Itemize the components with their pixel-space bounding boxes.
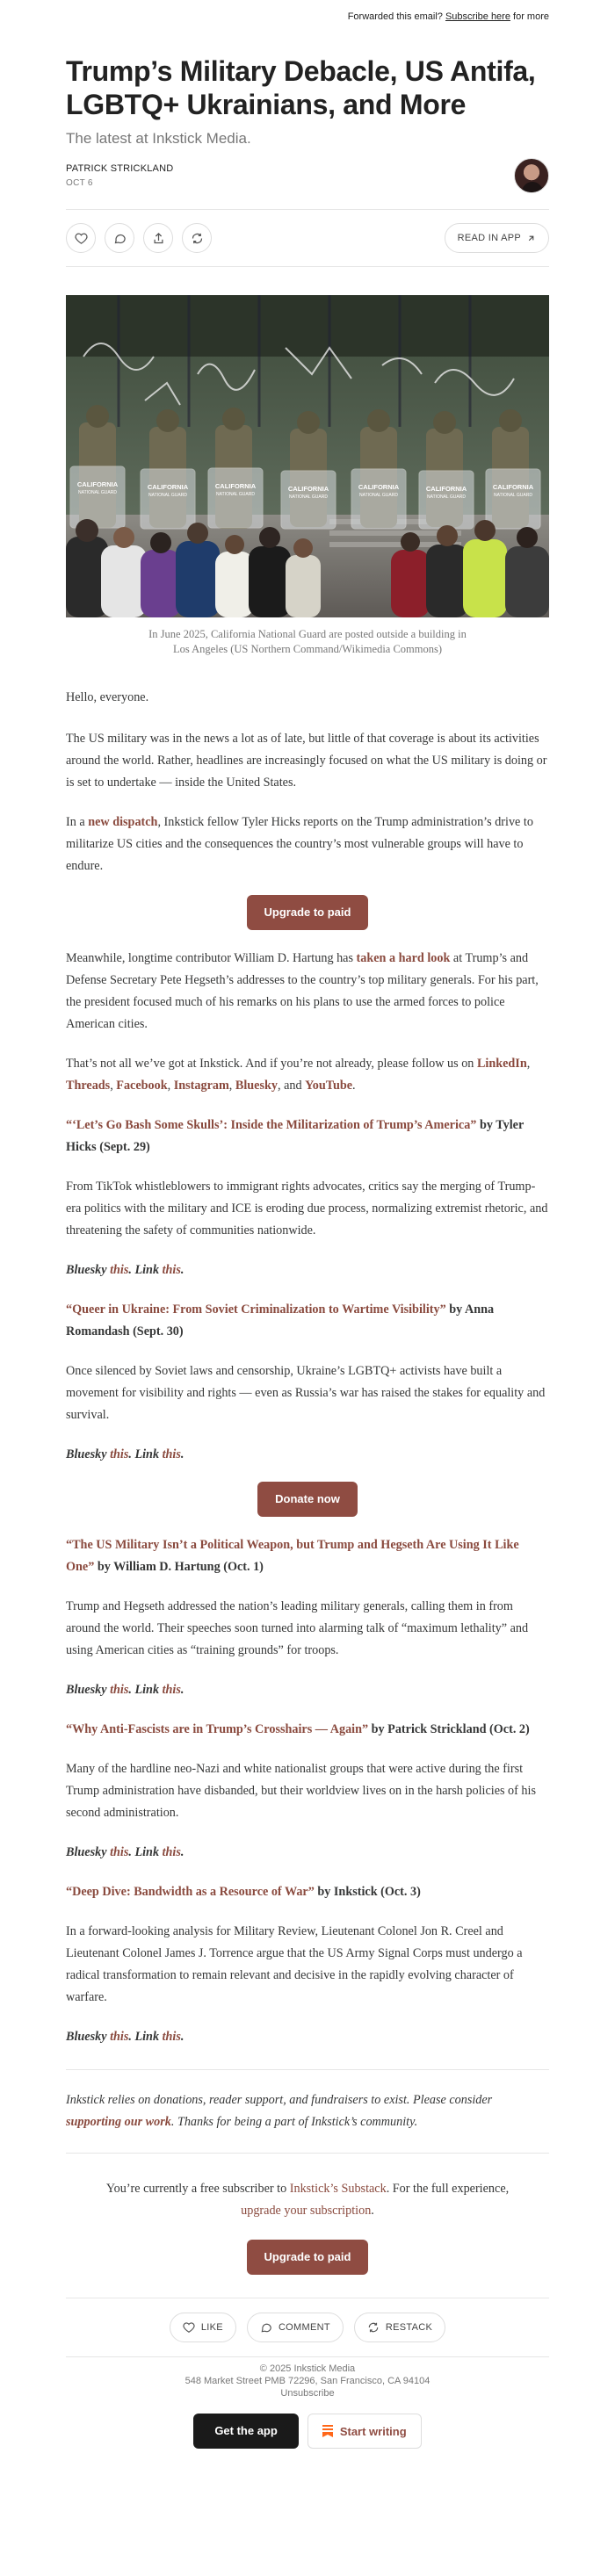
closing-text: Inkstick relies on donations, reader support, and fundraisers to exist. Please consider [66,2093,493,2107]
hero-shield-text: CALIFORNIA [76,480,119,488]
paragraph-text: and [284,1079,302,1093]
post-body [66,687,549,2449]
hero-shield-subtext: NATIONAL GUARD [216,492,255,497]
hero-shield-subtext: NATIONAL GUARD [427,494,466,500]
get-the-app-button[interactable] [193,2414,299,2449]
bluesky-label: Bluesky [66,1447,107,1461]
link-label: Link [134,1263,160,1277]
article-byline: by William D. Hartung (Oct. 1) [94,1560,264,1574]
article-title-link[interactable]: “The US Military Isn’t a Political Weapon, but Trump and Hegseth Are Using It Like One” [66,1538,519,1574]
post-actions-bar [66,209,549,267]
paragraph-text: Meanwhile, longtime contributor William D. Hartung has [66,951,357,965]
share-button[interactable] [143,223,173,253]
bluesky-label: Bluesky [66,1683,107,1697]
share-icon [152,232,165,245]
article-this-link[interactable]: this [162,2030,181,2044]
restack-icon [367,2321,380,2334]
subscriber-note [66,2178,549,2222]
bluesky-link[interactable]: Bluesky [235,1079,278,1093]
link-label: Link [134,1683,160,1697]
article-byline: by Patrick Strickland (Oct. 2) [368,1722,530,1736]
restack-button[interactable] [182,223,212,253]
byline [66,158,549,193]
bluesky-this-link[interactable]: this [110,1683,129,1697]
bluesky-this-link[interactable]: this [110,1263,129,1277]
article-heading [66,1299,549,1343]
link-label: Link [134,1845,160,1859]
link-label: Link [134,2030,160,2044]
subscribe-link[interactable]: Subscribe here [445,11,510,22]
youtube-link[interactable]: YouTube [305,1079,353,1093]
divider [66,2356,549,2357]
comment-label: COMMENT [278,2322,330,2333]
article-summary: From TikTok whistleblowers to immigrant rights advocates, critics say the merging of Trump-era politics with the military and ICE is eroding due process, normalizing extremist rhetoric, and threatening the safety of communities nationwide. [66,1180,548,1237]
address: 548 Market Street PMB 72296, San Francisco, CA 94104 [184,2376,430,2386]
article-links: Bluesky this. Link this. [66,1263,184,1277]
article-heading [66,1534,549,1578]
article-summary: Trump and Hegseth addressed the nation’s leading military generals, calling them in from around the world. Their speeches soon turned into alarming talk of “maximum lethality” and using American cities as “training grounds” for troops. [66,1599,529,1657]
footer-cta-row [66,2414,549,2449]
hard-look-link[interactable]: taken a hard look [356,951,451,965]
article-title-link[interactable]: “Queer in Ukraine: From Soviet Criminalization to Wartime Visibility” [66,1302,446,1317]
footer-info [66,2363,549,2399]
divider [66,2153,549,2154]
paragraph-text: That’s not all we’ve got at Inkstick. And if you’re not already, please follow us on [66,1057,477,1071]
comment-icon [113,232,127,245]
post-title[interactable]: Trump’s Military Debacle, US Antifa, LGBTQ+ Ukrainians, and More [66,55,536,120]
article-byline: by Anna Romandash (Sept. 30) [66,1302,495,1339]
start-writing-button[interactable] [308,2414,422,2449]
hero-illustration [66,295,549,617]
article-title-link[interactable]: “Why Anti-Fascists are in Trump’s Crosshairs — Again” [66,1722,369,1736]
divider [66,2069,549,2070]
paragraph-text: In a [66,815,89,829]
article-byline: by Tyler Hicks (Sept. 29) [66,1118,524,1154]
subscriber-text: You’re currently a free subscriber to [105,2182,290,2196]
restack-label: RESTACK [385,2322,433,2333]
paragraph [66,948,549,1035]
supporting-our-work-link[interactable]: supporting our work [66,2115,171,2129]
hero-shield-text: CALIFORNIA [425,485,467,493]
donate-now-button[interactable]: Donate now [257,1482,358,1517]
article-summary: In a forward-looking analysis for Military Review, Lieutenant Colonel Jon R. Creel and Lieutenant Colonel James J. Torrence argue that the US Army Signal Corps must undergo a radical transformation to remain relevant and decisive in the rapidly evolving character of warfare. [66,1924,523,2004]
closing-text: . Thanks for being a part of Inkstick’s community. [170,2115,418,2129]
article-links: Bluesky this. Link this. [66,2030,184,2044]
paragraph [66,812,549,877]
comment-icon [260,2321,272,2334]
article-summary: Once silenced by Soviet laws and censorship, Ukraine’s LGBTQ+ activists have built a movement for visibility and rights — even as Russia’s war has raised the stakes for equality and survival. [66,1364,546,1422]
article-links: Bluesky this. Link this. [66,1845,184,1859]
post-date: OCT 6 [66,178,93,188]
paragraph-text: at Trump’s and Defense Secretary Pete Hegseth’s addresses to the country’s top military generals. For his part, the president focused much of his remarks on his plans to use the armed forces to police American cities. [66,951,539,1031]
bluesky-this-link[interactable]: this [110,2030,129,2044]
comment-button[interactable] [105,223,134,253]
hero-shield-text: CALIFORNIA [358,483,400,491]
article-links: Bluesky this. Link this. [66,1447,184,1461]
hero-image[interactable] [66,295,549,617]
substack-link[interactable]: Inkstick’s Substack [289,2182,387,2196]
instagram-link[interactable]: Instagram [173,1079,229,1093]
like-button[interactable] [66,223,96,253]
greeting: Hello, everyone. [66,690,149,704]
read-in-app-button[interactable] [445,223,549,253]
bluesky-this-link[interactable]: this [110,1845,129,1859]
get-the-app-label: Get the app [214,2424,278,2437]
hero-shield-text: CALIFORNIA [287,485,329,493]
upgrade-subscription-link[interactable]: upgrade your subscription [241,2204,372,2218]
article-this-link[interactable]: this [162,1447,181,1461]
post-subtitle: The latest at Inkstick Media. [66,130,251,147]
hero-shield-subtext: NATIONAL GUARD [148,493,187,498]
hero-shield-text: CALIFORNIA [492,483,534,491]
upgrade-to-paid-button[interactable]: Upgrade to paid [247,895,369,930]
bluesky-label: Bluesky [66,1845,107,1859]
article-title-link[interactable]: “Deep Dive: Bandwidth as a Resource of War” [66,1885,315,1899]
restack-icon [191,232,204,245]
article-summary: Many of the hardline neo-Nazi and white nationalist groups that were active during the first Trump administration have disbanded, but their worldview lives on in the harsh policies of his second administration. [66,1762,536,1820]
article-title-link[interactable]: “‘Let’s Go Bash Some Skulls’: Inside the Militarization of Trump’s America” [66,1118,477,1132]
bluesky-label: Bluesky [66,1263,107,1277]
footer-comment-button[interactable] [247,2313,344,2342]
hero-caption: In June 2025, California National Guard are posted outside a building in Los Angeles (US Northern Command/Wikimedia Commons) [148,628,467,655]
article-heading [66,1881,549,1903]
forwarded-bar [0,0,615,35]
author-name[interactable]: PATRICK STRICKLAND [66,163,174,174]
linkedin-link[interactable]: LinkedIn [476,1057,527,1071]
subscriber-text: . For the full experience, [386,2182,510,2196]
article-links: Bluesky this. Link this. [66,1683,184,1697]
hero-shield-text: CALIFORNIA [147,483,189,491]
upgrade-to-paid-button[interactable]: Upgrade to paid [247,2240,369,2275]
threads-link[interactable]: Threads [66,1079,111,1093]
paragraph-text: , Inkstick fellow Tyler Hicks reports on the Trump administration’s drive to militarize US cities and the consequences the country’s most vulnerable groups will have to endure. [66,815,533,873]
bluesky-label: Bluesky [66,2030,107,2044]
hero-shield-subtext: NATIONAL GUARD [289,494,328,500]
article-heading [66,1115,549,1158]
copyright: © 2025 Inkstick Media [259,2363,356,2374]
substack-logo-icon [322,2425,333,2437]
arrow-up-right-icon [526,234,536,243]
paragraph: That’s not all we’ve got at Inkstick. And if you’re not already, please follow us on LinkedIn, Threads, Facebook, Instagram, Bluesky, and YouTube. [66,1057,531,1093]
paragraph [66,728,549,794]
article-this-link[interactable]: this [162,1263,181,1277]
start-writing-label: Start writing [339,2424,407,2438]
like-label: LIKE [200,2322,223,2333]
avatar[interactable] [514,158,549,193]
bluesky-this-link[interactable]: this [110,1447,129,1461]
article-byline: by Inkstick (Oct. 3) [314,1885,421,1899]
forwarded-text: Forwarded this email? [347,11,443,22]
footer-restack-button[interactable] [354,2313,445,2342]
footer-like-button[interactable] [170,2313,236,2342]
article-this-link[interactable]: this [162,1683,181,1697]
unsubscribe-link[interactable]: Unsubscribe [280,2388,335,2399]
heart-icon [75,232,88,245]
facebook-link[interactable]: Facebook [116,1079,168,1093]
article-heading [66,1719,549,1741]
heart-icon [183,2321,195,2334]
hero-shield-text: CALIFORNIA [214,482,257,490]
hero-shield-subtext: NATIONAL GUARD [494,493,532,498]
closing-note [66,2089,549,2133]
read-in-app-label: READ IN APP [457,233,521,243]
hero-shield-subtext: NATIONAL GUARD [78,490,117,495]
hero-shield-subtext: NATIONAL GUARD [359,493,398,498]
article-this-link[interactable]: this [162,1845,181,1859]
paragraph-text: The US military was in the news a lot as of late, but little of that coverage is about its activities around the world. Rather, headlines are increasingly focused on what the US military is doing or is set to undertake — inside the United States. [66,732,547,790]
footer-actions [66,2313,549,2342]
link-label: Link [134,1447,160,1461]
subscriber-text: . [371,2204,374,2218]
forwarded-suffix: for more [513,11,549,22]
new-dispatch-link[interactable]: new dispatch [88,815,158,829]
